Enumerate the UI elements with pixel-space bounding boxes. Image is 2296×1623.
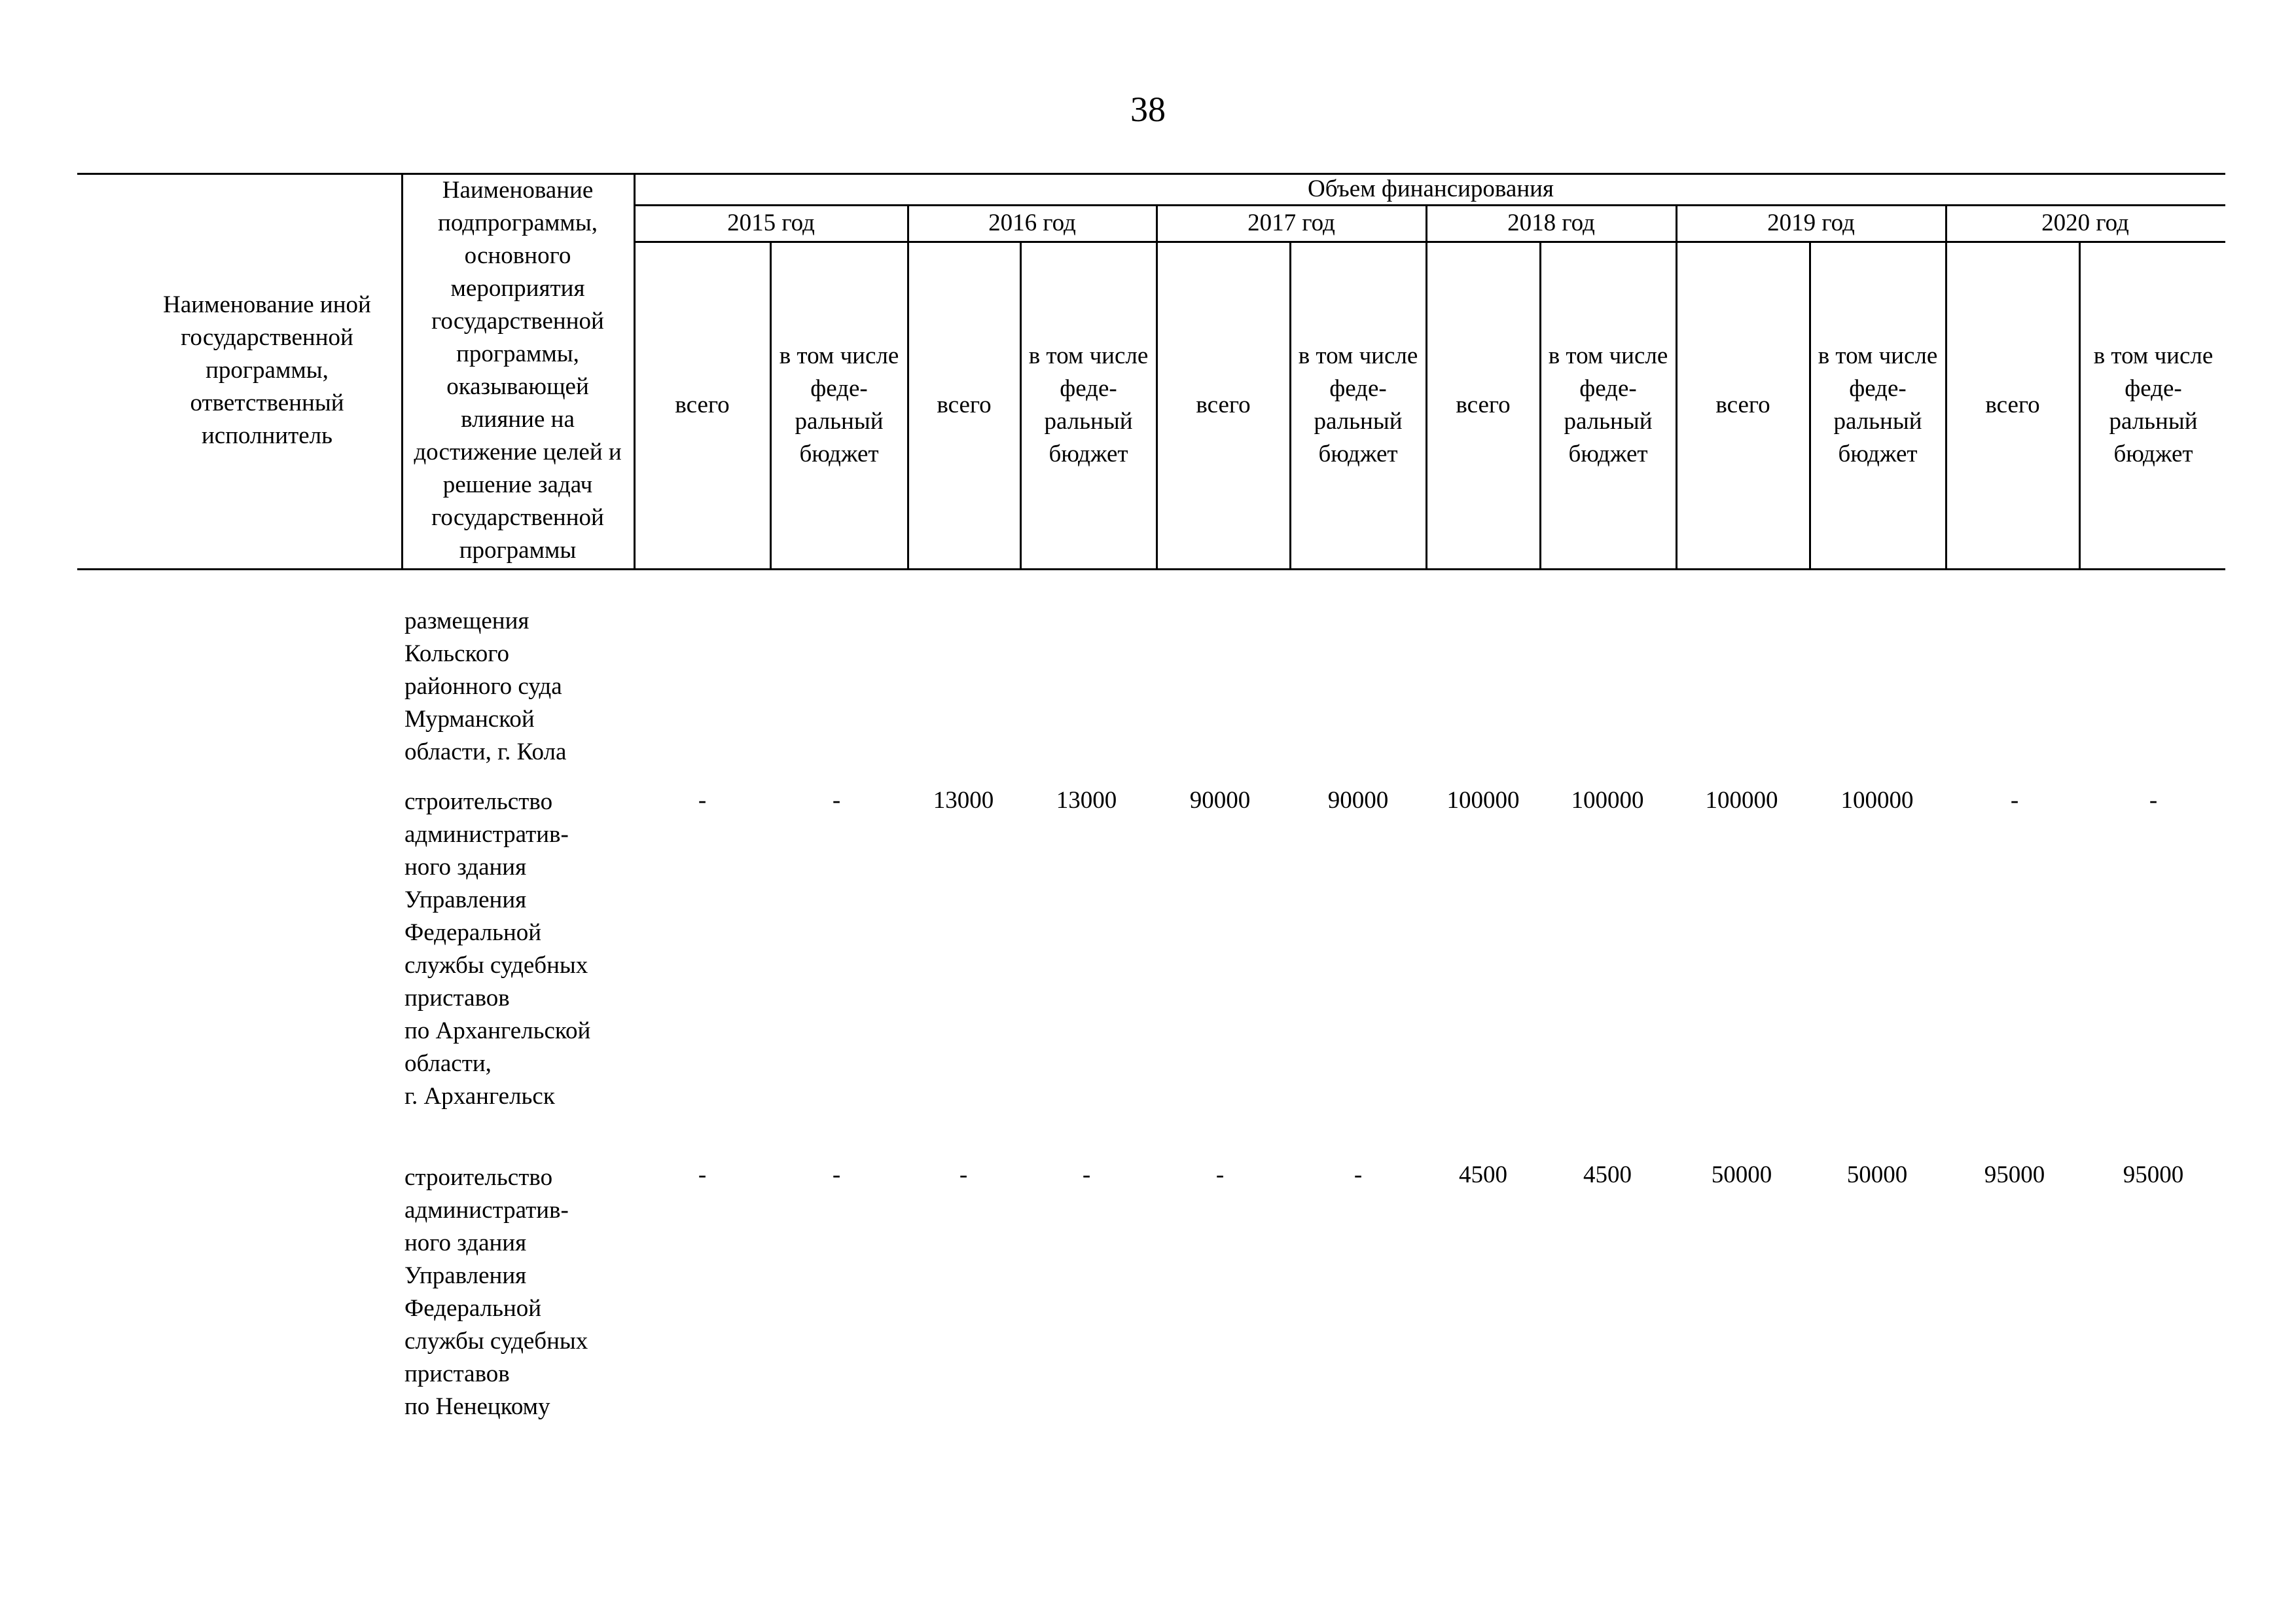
row-2-2019-total: 100000 (1705, 787, 1778, 814)
col-divider-2 (634, 173, 636, 570)
row-3-2018-total: 4500 (1459, 1161, 1507, 1188)
row-2-2018-total: 100000 (1446, 787, 1520, 814)
row-2-2015-federal: - (832, 787, 841, 814)
header-program-name: Наименование иной государственной программы, ответственный исполнитель (163, 291, 371, 449)
subheader-total-2017: всего (1196, 392, 1251, 418)
sub-divider-2020 (2079, 241, 2081, 570)
page-number: 38 (1130, 90, 1166, 129)
row-2-2016-total: 13000 (933, 787, 994, 814)
row-3-2017-total: - (1215, 1161, 1225, 1188)
row-2-2018-federal: 100000 (1571, 787, 1644, 814)
year-divider-2020 (1945, 204, 1947, 570)
row-2-name: строительство административ- ного здания Управления Федеральной службы судебных приставов по Архангельской области, г. Архангельск (404, 788, 591, 1110)
subheader-total-2020: всего (1985, 392, 2040, 418)
header-subprogram-name: Наименование подпрограммы, основного мероприятия государственной программы, оказывающей влияние на достижение целей и решение задач государственной программы (414, 177, 622, 564)
subheader-total-2018: всего (1456, 392, 1511, 418)
header-funding: Объем финансирования (1308, 175, 1554, 202)
sub-divider-2018 (1539, 241, 1541, 570)
row-2-2015-total: - (698, 787, 707, 814)
sub-divider-2015 (770, 241, 772, 570)
row-3-2015-total: - (698, 1161, 707, 1188)
row-3-2016-total: - (959, 1161, 968, 1188)
subheader-total-2019: всего (1715, 392, 1770, 418)
year-header-2019: 2019 год (1767, 210, 1855, 236)
subheader-federal-2017: в том числе феде-ральный бюджет (1298, 342, 1418, 467)
years-rule (634, 241, 2225, 243)
row-2-2016-federal: 13000 (1056, 787, 1117, 814)
year-header-2018: 2018 год (1507, 210, 1595, 236)
sub-divider-2016 (1020, 241, 1022, 570)
subheader-total-2016: всего (937, 392, 992, 418)
sub-divider-2017 (1289, 241, 1291, 570)
year-header-2016: 2016 год (988, 210, 1076, 236)
subheader-federal-2016: в том числе феде-ральный бюджет (1028, 342, 1149, 467)
row-3-2020-total: 95000 (1984, 1161, 2045, 1188)
row-3-2018-federal: 4500 (1583, 1161, 1632, 1188)
row-3-2015-federal: - (832, 1161, 841, 1188)
subheader-federal-2019: в том числе феде-ральный бюджет (1818, 342, 1938, 467)
year-divider-2019 (1676, 204, 1677, 570)
sub-divider-2019 (1809, 241, 1811, 570)
year-header-2017: 2017 год (1247, 210, 1335, 236)
row-3-2019-federal: 50000 (1846, 1161, 1908, 1188)
col-divider-1 (401, 173, 403, 570)
subheader-total-2015: всего (675, 392, 730, 418)
row-2-2019-federal: 100000 (1840, 787, 1914, 814)
header-bottom-rule (77, 568, 2225, 570)
year-divider-2016 (907, 204, 909, 570)
row-1-name: размещения Кольского районного суда Мурманской области, г. Кола (404, 608, 567, 765)
subheader-federal-2020: в том числе феде-ральный бюджет (2093, 342, 2214, 467)
row-3-2019-total: 50000 (1711, 1161, 1772, 1188)
year-header-2020: 2020 год (2041, 210, 2129, 236)
year-divider-2017 (1156, 204, 1158, 570)
row-3-2017-federal: - (1354, 1161, 1363, 1188)
year-header-2015: 2015 год (727, 210, 815, 236)
row-3-2020-federal: 95000 (2123, 1161, 2184, 1188)
year-divider-2018 (1426, 204, 1427, 570)
subheader-federal-2015: в том числе феде-ральный бюджет (779, 342, 899, 467)
row-2-2020-total: - (2010, 787, 2019, 814)
row-2-2017-total: 90000 (1189, 787, 1251, 814)
row-3-name: строительство административ- ного здания Управления Федеральной службы судебных приставов по Ненецкому (404, 1164, 588, 1420)
row-2-2020-federal: - (2149, 787, 2158, 814)
row-3-2016-federal: - (1082, 1161, 1091, 1188)
subheader-federal-2018: в том числе феде-ральный бюджет (1548, 342, 1668, 467)
row-2-2017-federal: 90000 (1327, 787, 1389, 814)
